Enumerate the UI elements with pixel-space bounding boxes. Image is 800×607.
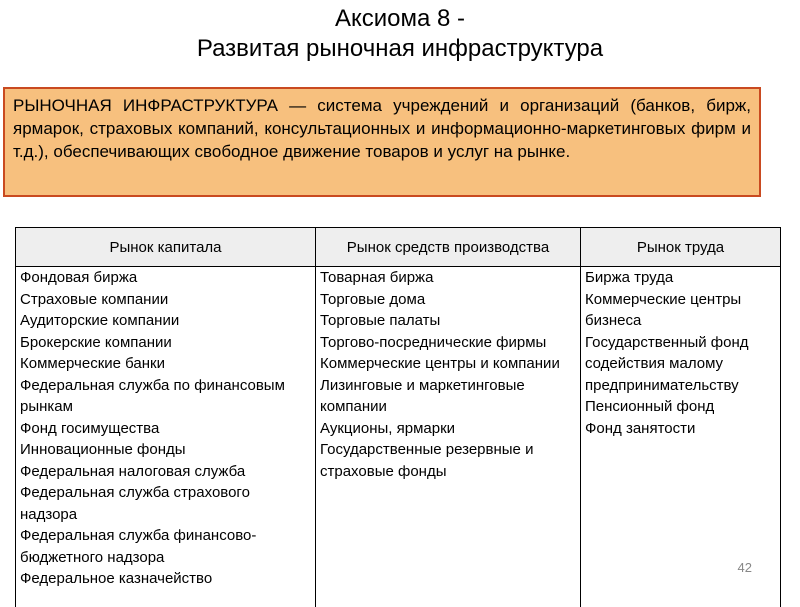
list-item: Федеральная служба финансово-бюджетного надзора [20,525,311,568]
list-item: Федеральная налоговая служба [20,461,311,483]
list-item: Товарная биржа [320,267,576,289]
column-labor-market [581,267,781,607]
list-item: Аукционы, ярмарки [320,418,576,440]
title-line-1: Аксиома 8 - [0,4,800,34]
list-item: Государственные резервные и страховые фонды [320,439,576,482]
list-item: Коммерческие центры бизнеса [585,289,776,332]
list-item: Пенсионный фонд [585,396,776,418]
column-capital-market [16,267,316,607]
list-item: Торговые палаты [320,310,576,332]
list-item: Торговые дома [320,289,576,311]
list-item: Фонд госимущества [20,418,311,440]
list-item: Фондовая биржа [20,267,311,289]
header-means-of-production-market: Рынок средств производства [316,228,581,267]
list-item: Биржа труда [585,267,776,289]
header-capital-market: Рынок капитала [16,228,316,267]
list-item: Федеральное казначейство [20,568,311,590]
table-header-row [16,228,781,267]
slide-title [0,4,800,64]
list-item: Аудиторские компании [20,310,311,332]
list-item: Лизинговые и маркетинговые компании [320,375,576,418]
page-number: 42 [738,560,752,575]
infrastructure-table [15,227,781,607]
title-line-2: Развитая рыночная инфраструктура [0,34,800,64]
list-item: Коммерческие центры и компании [320,353,576,375]
list-item: Федеральная служба по финансовым рынкам [20,375,311,418]
list-item: Торгово-посреднические фирмы [320,332,576,354]
list-item: Брокерские компании [20,332,311,354]
table-body-row [16,267,781,607]
list-item: Страховые компании [20,289,311,311]
list-item: Фонд занятости [585,418,776,440]
list-item: Государственный фонд содействия малому предпринимательству [585,332,776,397]
list-item: Федеральная служба страхового надзора [20,482,311,525]
definition-box: РЫНОЧНАЯ ИНФРАСТРУКТУРА — система учреждений и организаций (банков, бирж, ярмарок, страховых компаний, консультационных и информационно-маркетинговых фирм и т.д.), обеспечивающих свободное движение товаров и услуг на рынке. [3,87,761,197]
list-item: Инновационные фонды [20,439,311,461]
list-item: Коммерческие банки [20,353,311,375]
column-means-of-production-market [316,267,581,607]
header-labor-market: Рынок труда [581,228,781,267]
